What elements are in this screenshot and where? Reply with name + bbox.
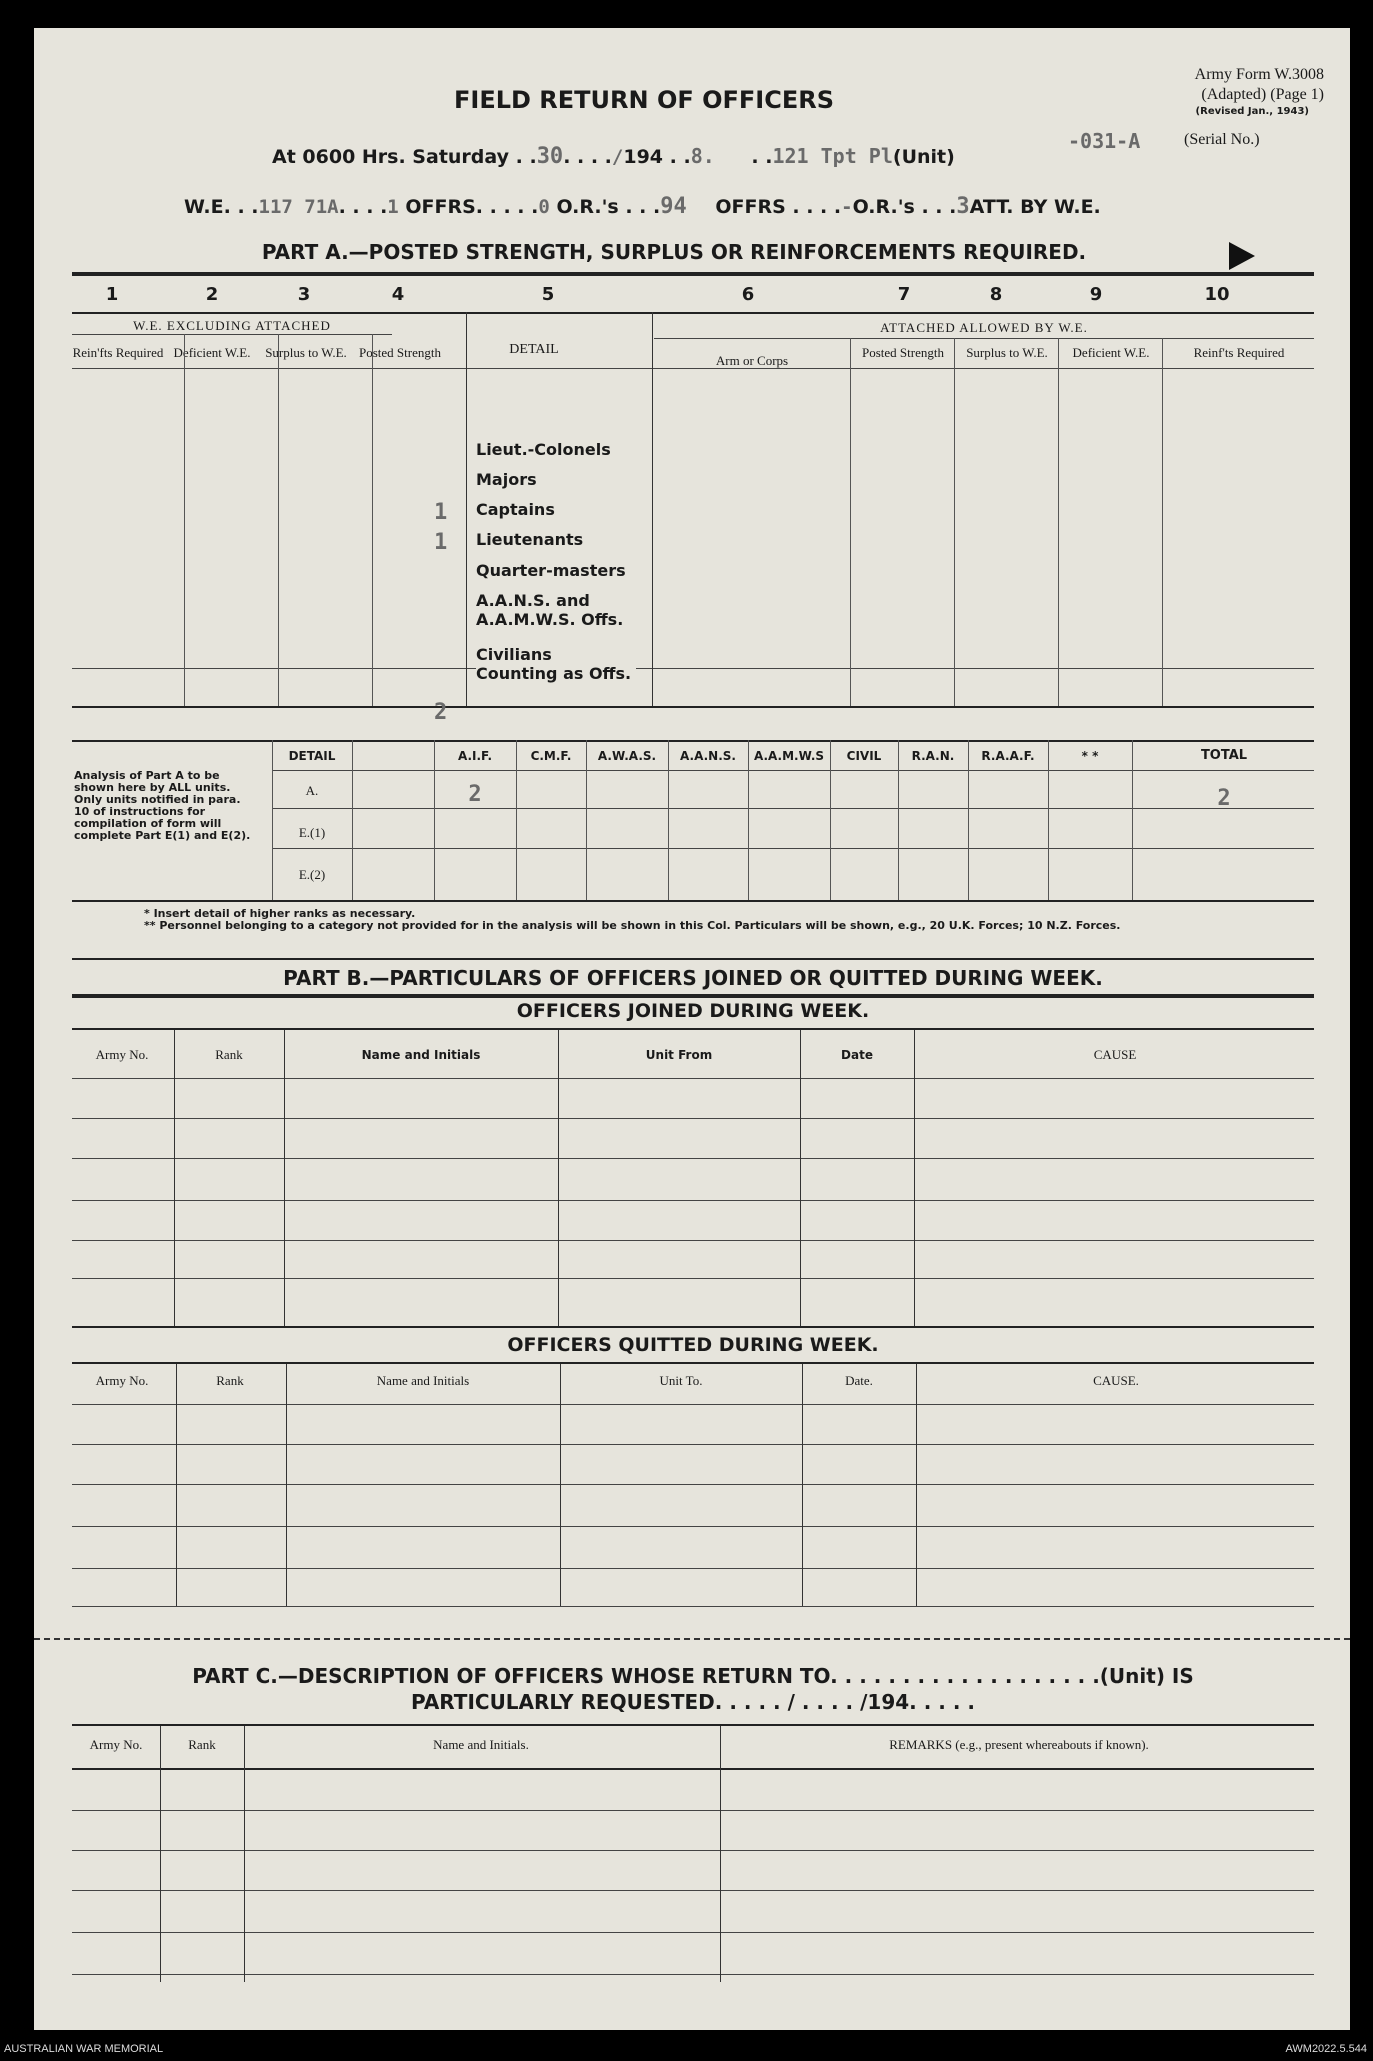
col-number: 6 xyxy=(741,284,755,305)
offrs1-value: 0 xyxy=(538,196,550,218)
year-prefix: 194 . . xyxy=(623,146,691,168)
part-b-heading: PART B.—PARTICULARS OF OFFICERS JOINED OR QUITTED DURING WEEK. xyxy=(283,966,1103,990)
year-value: 8. xyxy=(690,144,715,168)
joined-col: Rank xyxy=(215,1047,243,1062)
analysis-row-label: A. xyxy=(305,783,319,798)
ors2-label: O.R.'s . . . xyxy=(852,196,957,218)
rank-civilians: Civilians Counting as Offs. xyxy=(476,645,636,683)
quitted-col: Rank xyxy=(216,1373,244,1388)
form-revised: (Revised Jan., 1943) xyxy=(1195,106,1309,117)
posted-lieutenants: 1 xyxy=(434,530,448,555)
analysis-row-label: E.(1) xyxy=(298,825,326,840)
rank-qm: Quarter-masters xyxy=(476,561,626,580)
rank-aans: A.A.N.S. and A.A.M.W.S. Offs. xyxy=(476,591,624,629)
subheader-reinf-att: Reinf'ts Required xyxy=(1193,345,1285,360)
detail-header: DETAIL xyxy=(509,342,559,357)
quitted-col: Unit To. xyxy=(659,1373,703,1388)
analysis-col: A.W.A.S. xyxy=(597,749,657,763)
ors1-value: 94 xyxy=(660,194,687,219)
offrs2-value: - xyxy=(841,196,853,218)
rank-lieutenants: Lieutenants xyxy=(476,530,584,549)
form-adapted: (Adapted) (Page 1) xyxy=(1201,86,1324,103)
subheader-posted: Posted Strength xyxy=(359,345,441,360)
analysis-col: A.A.N.S. xyxy=(680,749,736,763)
offrs2-label: OFFRS . . . . xyxy=(715,196,842,218)
subheader-deficient-att: Deficient W.E. xyxy=(1072,345,1150,360)
analysis-col: TOTAL xyxy=(1200,748,1248,763)
subheader-deficient: Deficient W.E. xyxy=(173,345,251,360)
att-label: ATT. BY W.E. xyxy=(969,196,1101,218)
offrs-we: 1 xyxy=(387,196,399,218)
analysis-col: A.A.M.W.S xyxy=(753,749,825,763)
form-page xyxy=(34,28,1350,2030)
rank-lt-col: Lieut.-Colonels xyxy=(476,440,611,459)
form-number: Army Form W.3008 xyxy=(1194,66,1324,83)
quitted-col: Army No. xyxy=(95,1373,149,1388)
quitted-heading: OFFICERS QUITTED DURING WEEK. xyxy=(507,1334,879,1356)
analysis-col: A.I.F. xyxy=(457,749,493,763)
subheader-reinf: Rein'fts Required xyxy=(72,345,164,360)
sep1: . . . . xyxy=(563,146,612,168)
unit-label: (Unit) xyxy=(892,146,955,168)
joined-col: Date xyxy=(841,1048,873,1062)
posted-captains: 1 xyxy=(434,500,448,525)
serial-value: -031-A xyxy=(1068,129,1141,153)
header-we-line xyxy=(184,194,1101,219)
col-number: 7 xyxy=(897,284,911,305)
analysis-col: R.A.N. xyxy=(911,749,955,763)
month-value: / xyxy=(611,146,624,168)
cut-line xyxy=(34,1638,1350,1640)
quitted-col: Date. xyxy=(845,1373,873,1388)
part-c-col: REMARKS (e.g., present whereabouts if known). xyxy=(889,1737,1149,1752)
footnote-1: * Insert detail of higher ranks as necessary. xyxy=(144,907,416,920)
col-number: 8 xyxy=(989,284,1003,305)
analysis-col: DETAIL xyxy=(288,749,336,763)
part-c-col: Army No. xyxy=(89,1737,143,1752)
col-number: 10 xyxy=(1204,284,1230,305)
subheader-arm-corps: Arm or Corps xyxy=(715,353,789,368)
joined-col: Unit From xyxy=(645,1048,713,1062)
we-label: W.E. . . xyxy=(184,196,259,218)
footnote-2: ** Personnel belonging to a category not provided for in the analysis will be shown in this Col. Particulars will be shown, e.g., 20 U.K. Forces; 10 N.Z. Forces. xyxy=(144,919,1121,932)
form-title: FIELD RETURN OF OFFICERS xyxy=(454,86,834,114)
analysis-col: CIVIL xyxy=(846,749,882,763)
posted-total: 2 xyxy=(434,700,448,725)
col-number: 2 xyxy=(205,284,219,305)
unit-prefix: . . xyxy=(751,146,773,168)
part-c-col: Rank xyxy=(188,1737,216,1752)
total-a-value: 2 xyxy=(1217,786,1231,811)
analysis-note: Analysis of Part A to be shown here by ALL units. Only units notified in para. 10 of instructions for compilation of form will complete Part E(1) and E(2). xyxy=(74,769,251,842)
part-c-heading-2: PARTICULARLY REQUESTED. . . . . / . . . . /194. . . . . xyxy=(411,1690,975,1714)
joined-col: Army No. xyxy=(95,1047,149,1062)
footer-right: AWM2022.5.544 xyxy=(1285,2043,1367,2055)
part-c-col: Name and Initials. xyxy=(433,1737,529,1752)
col-number: 3 xyxy=(297,284,311,305)
group-right-header: ATTACHED ALLOWED BY W.E. xyxy=(880,320,1088,335)
col-number: 5 xyxy=(541,284,555,305)
analysis-col: R.A.A.F. xyxy=(981,749,1035,763)
ors1-label: O.R.'s . . . xyxy=(556,196,661,218)
group-left-header: W.E. EXCLUDING ATTACHED xyxy=(133,318,331,333)
part-c-heading-1: PART C.—DESCRIPTION OF OFFICERS WHOSE RETURN TO. . . . . . . . . . . . . . . . . . .(Unit) IS xyxy=(192,1664,1194,1688)
rank-captains: Captains xyxy=(476,500,555,519)
col-number: 9 xyxy=(1089,284,1103,305)
col-number: 4 xyxy=(391,284,405,305)
day-value: 30 xyxy=(536,144,564,169)
aif-a-value: 2 xyxy=(468,782,482,807)
subheader-surplus-att: Surplus to W.E. xyxy=(966,345,1048,360)
analysis-row-label: E.(2) xyxy=(298,867,326,882)
quitted-col: Name and Initials xyxy=(376,1373,470,1388)
footer-left: AUSTRALIAN WAR MEMORIAL xyxy=(4,2043,164,2055)
col-number: 1 xyxy=(105,284,119,305)
joined-col: CAUSE xyxy=(1093,1047,1137,1062)
we-value: 117 71A xyxy=(258,196,339,218)
subheader-surplus: Surplus to W.E. xyxy=(265,345,347,360)
header-time-line xyxy=(272,144,955,169)
analysis-col: C.M.F. xyxy=(530,749,572,763)
unit-value: 121 Tpt Pl xyxy=(772,144,893,168)
rank-majors: Majors xyxy=(476,470,537,489)
ors2-value: 3 xyxy=(956,194,970,219)
offrs1-label: OFFRS. . . . . xyxy=(405,196,539,218)
joined-heading: OFFICERS JOINED DURING WEEK. xyxy=(516,1000,870,1022)
serial-label: (Serial No.) xyxy=(1184,131,1260,148)
we-dots: . . . . xyxy=(338,196,388,218)
analysis-col: * * xyxy=(1081,749,1099,763)
arrow-marker-icon xyxy=(1229,242,1255,270)
time-prefix: At 0600 Hrs. Saturday . . xyxy=(272,146,537,168)
part-a-heading: PART A.—POSTED STRENGTH, SURPLUS OR REINFORCEMENTS REQUIRED. xyxy=(261,240,1087,264)
quitted-col: CAUSE. xyxy=(1093,1373,1139,1388)
subheader-posted-att: Posted Strength xyxy=(862,345,944,360)
joined-col: Name and Initials xyxy=(361,1048,481,1062)
